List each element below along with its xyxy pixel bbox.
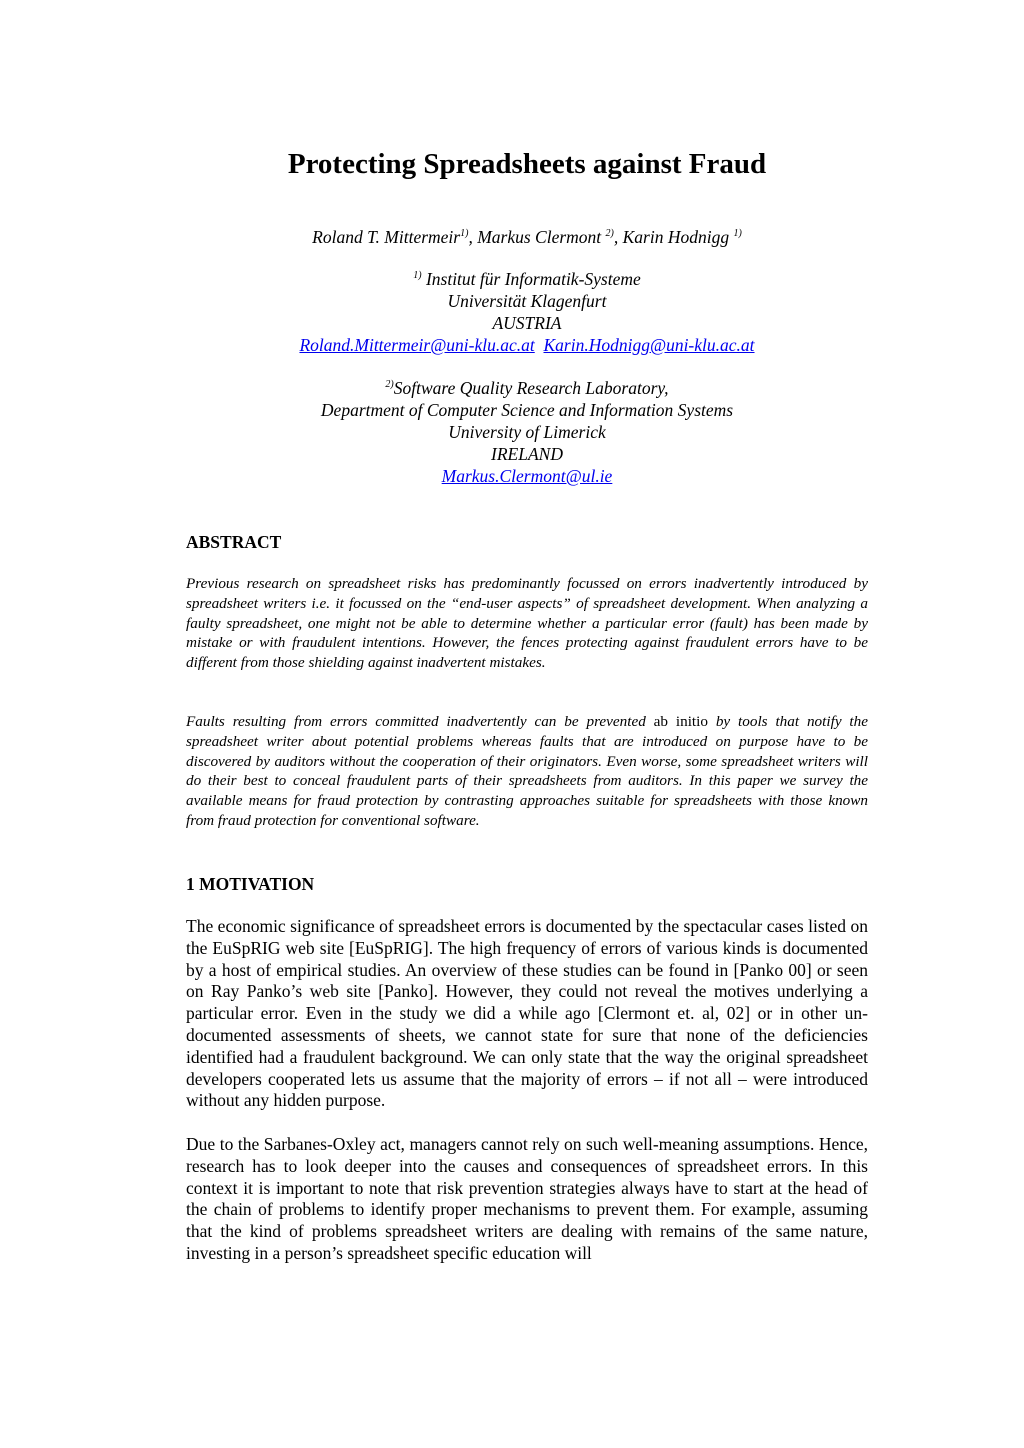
author-separator: , [468, 227, 478, 247]
abstract-heading: ABSTRACT [186, 532, 282, 552]
affiliation-1-institute-line [186, 268, 868, 290]
affiliation-2-lab-line [186, 377, 868, 399]
affiliation-2 [186, 377, 868, 487]
affiliation-2-department: Department of Computer Science and Information Systems [320, 400, 734, 420]
affiliation-2-university: University of Limerick [448, 422, 606, 442]
abstract-p2-part-a: Faults resulting from errors committed inadvertently can be prevented [186, 713, 654, 730]
abstract-p2-latin-term: ab initio [653, 713, 708, 730]
affiliation-2-email-line [186, 465, 868, 487]
affiliation-1-emails [186, 334, 868, 356]
motivation-paragraph-1: The economic significance of spreadsheet errors is documented by the spectacular cases listed on the EuSpRIG web site [EuSpRIG]. The high frequency of errors of various kinds is documented by a host of empirical studies. An overview of these studies can be found in [Panko 00] or seen on Ray Panko’s web site [Panko]. However, they could not reveal the motives underlying a particular error. Even in the study we did a while ago [Clermont et. al, 02] or in other un-documented assessments of sheets, we cannot state for sure that none of the deficiencies identified had a fraudulent background. We can only state that the way the original spreadsheet developers cooperated lets us assume that the majority of errors – if not all – were introduced without any hidden purpose. [186, 916, 868, 1111]
affiliation-1-university: Universität Klagenfurt [447, 291, 607, 311]
author-1: Roland T. Mittermeir [312, 227, 461, 247]
author-3-affil-marker: 1) [733, 228, 742, 239]
email-link-clermont[interactable]: Markus.Clermont@ul.ie [441, 466, 613, 486]
abstract-paragraph-2 [186, 712, 868, 831]
section-heading-motivation: 1 MOTIVATION [186, 874, 315, 894]
email-link-hodnigg[interactable]: Karin.Hodnigg@uni-klu.ac.at [543, 335, 755, 355]
author-separator: , [613, 227, 623, 247]
author-list [186, 226, 868, 248]
author-3: Karin Hodnigg [622, 227, 730, 247]
affiliation-2-country: IRELAND [491, 444, 563, 464]
author-2-affil-marker: 2) [605, 228, 614, 239]
email-link-mittermeir[interactable]: Roland.Mittermeir@uni-klu.ac.at [299, 335, 535, 355]
affiliation-2-marker: 2) [385, 379, 394, 390]
affiliation-2-lab: Software Quality Research Laboratory, [393, 378, 669, 398]
abstract-p2-part-b: by tools that notify the spreadsheet writer about potential problems whereas faults that are introduced on purpose have to be discovered by auditors without the cooperation of their originators. Even worse, some spreadsheet writers will do their best to conceal fraudulent parts of their spreadsheets from auditors. In this paper we survey the available means for fraud protection by contrasting approaches suitable for spreadsheets with those known from fraud protection for conventional software. [186, 713, 868, 829]
affiliation-1-institute: Institut für Informatik-Systeme [425, 269, 641, 289]
affiliation-1-marker: 1) [413, 270, 422, 281]
motivation-paragraph-2: Due to the Sarbanes-Oxley act, managers cannot rely on such well-meaning assumptions. Hence, research has to look deeper into the causes and consequences of spreadsheet errors. In this context it is important to note that risk prevention strategies always have to start at the head of the chain of problems to identify proper mechanisms to prevent them. For example, assuming that the kind of problems spreadsheet writers are dealing with remains of the same nature, investing in a person’s spreadsheet specific education will [186, 1134, 868, 1263]
paper-title: Protecting Spreadsheets against Fraud [287, 148, 767, 180]
abstract-paragraph-1: Previous research on spreadsheet risks has predominantly focussed on errors inadvertently introduced by spreadsheet writers i.e. it focussed on the “end-user aspects” of spreadsheet development. When analyzing a faulty spreadsheet, one might not be able to determine whether a particular error (fault) has been made by mistake or with fraudulent intentions. However, the fences protecting against fraudulent errors have to be different from those shielding against inadvertent mistakes. [186, 575, 868, 672]
affiliation-1 [186, 268, 868, 356]
author-1-affil-marker: 1) [460, 228, 469, 239]
affiliation-1-country: AUSTRIA [492, 313, 562, 333]
author-2: Markus Clermont [477, 227, 602, 247]
